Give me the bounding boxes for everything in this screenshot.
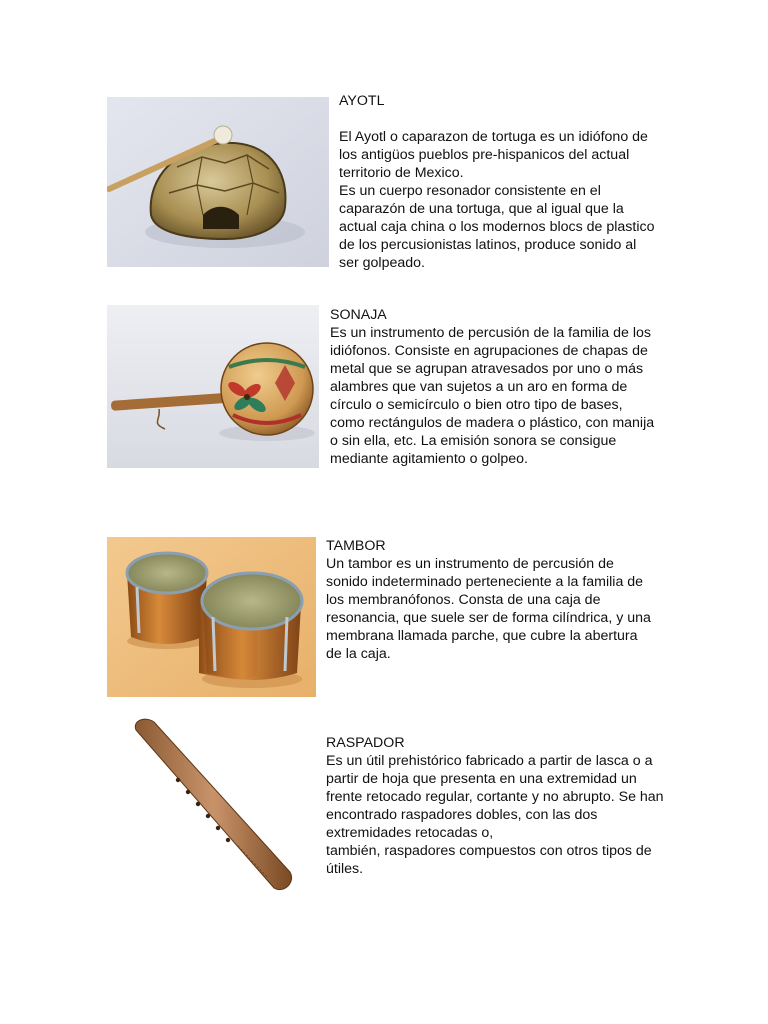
ayotl-paragraph-2: Es un cuerpo resonador consistente en el caparazón de una tortuga, que al igual que la actual caja china o los modernos blocs de plastico de los percusionistas latinos, produce sonido al ser golpeado. bbox=[339, 183, 655, 271]
tambor-description bbox=[326, 537, 656, 663]
raspador-paragraph-2: también, raspadores compuestos con otros tipos de útiles. bbox=[326, 843, 652, 877]
sonaja-image bbox=[107, 305, 319, 468]
tambor-paragraph-1: Un tambor es un instrumento de percusión de sonido indeterminado perteneciente a la familia de los membranófonos. Consta de una caja de resonancia, que suele ser de forma cilíndrica, y una membrana llamada parche, que cubre la abertura de la caja. bbox=[326, 556, 651, 662]
tambor-image bbox=[107, 537, 316, 697]
ayotl-title: AYOTL bbox=[339, 93, 385, 109]
tambor-title: TAMBOR bbox=[326, 538, 386, 554]
raspador-title: RASPADOR bbox=[326, 735, 405, 751]
ayotl-paragraph-1: El Ayotl o caparazon de tortuga es un idiófono de los antigüos pueblos pre-hispanicos del actual territorio de Mexico. bbox=[339, 129, 648, 181]
raspador-description bbox=[326, 734, 666, 878]
raspador-paragraph-1: Es un útil prehistórico fabricado a partir de lasca o a partir de hoja que presenta en una extremidad un frente retocado regular, cortante y no abrupto. Se han encontrado raspadores dobles, con las dos extremidades retocadas o, bbox=[326, 753, 664, 841]
sonaja-description bbox=[330, 306, 660, 468]
ayotl-image bbox=[107, 97, 329, 267]
sonaja-paragraph-1: Es un instrumento de percusión de la familia de los idiófonos. Consiste en agrupaciones de chapas de metal que se agrupan atravesados por uno o más alambres que van sujetos a un aro en forma de círculo o semicírculo o bien otro tipo de bases, como rectángulos de madera o plástico, con manija o sin ella, etc. La emisión sonora se consigue mediante agitamiento o golpeo. bbox=[330, 325, 655, 467]
raspador-image bbox=[128, 716, 296, 896]
sonaja-title: SONAJA bbox=[330, 307, 387, 323]
ayotl-description bbox=[339, 92, 659, 272]
